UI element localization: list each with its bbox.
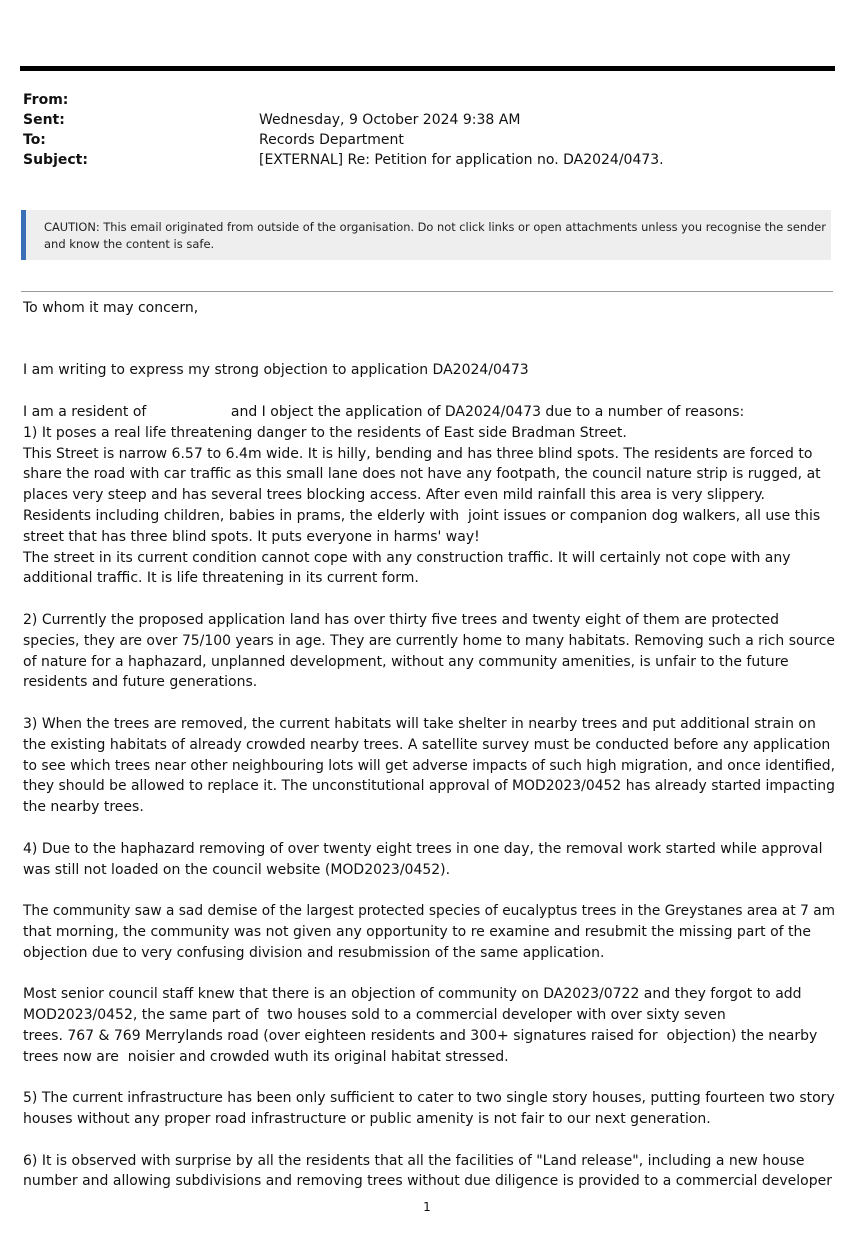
- body-line: of nature for a haphazard, unplanned development, without any community amenities, is unfair to the future: [23, 653, 789, 670]
- body-line: 2) Currently the proposed application land has over thirty five trees and twenty eight of them are protected: [23, 611, 780, 628]
- body-line: Most senior council staff knew that there is an objection of community on DA2023/0722 and they forgot to add: [23, 986, 802, 1003]
- caution-banner: [21, 210, 831, 260]
- body-line: to see which trees near other neighbouring lots will get adverse impacts of such high migration, and once identified,: [23, 757, 835, 774]
- body-line: number and allowing subdivisions and removing trees without due diligence is provided to a commercial developer: [23, 1173, 832, 1190]
- body-line: Residents including children, babies in prams, the elderly with joint issues or companion dog walkers, all use this: [23, 507, 821, 524]
- body-line: 1) It poses a real life threatening danger to the residents of East side Bradman Street.: [23, 424, 627, 441]
- paragraph-reason-2: [23, 610, 835, 693]
- header-top-rule: [20, 66, 835, 71]
- body-line: residents and future generations.: [23, 674, 258, 691]
- body-line: 6) It is observed with surprise by all the residents that all the facilities of "Land release", including a new house: [23, 1152, 805, 1169]
- header-separator: [21, 291, 833, 292]
- body-line: 3) When the trees are removed, the current habitats will take shelter in nearby trees and put additional strain on: [23, 715, 816, 732]
- body-line: street that has three blind spots. It puts everyone in harms' way!: [23, 528, 480, 545]
- body-line: 5) The current infrastructure has been only sufficient to cater to two single story houses, putting fourteen two story: [23, 1090, 835, 1107]
- paragraph-council-staff: [23, 984, 835, 1067]
- page-number: 1: [423, 1200, 431, 1214]
- intro-line: I am writing to express my strong objection to application DA2024/0473: [23, 362, 529, 379]
- email-body: [23, 298, 835, 1192]
- paragraph-reason-3: [23, 714, 835, 818]
- paragraph-reason-6: [23, 1151, 835, 1193]
- body-line: the nearby trees.: [23, 799, 144, 816]
- body-line: The street in its current condition cannot cope with any construction traffic. It will certainly not cope with any: [23, 549, 791, 566]
- body-line: was still not loaded on the council website (MOD2023/0452).: [23, 861, 451, 878]
- body-line: houses without any proper road infrastructure or public amenity is not fair to our next generation.: [23, 1111, 711, 1128]
- from-label: From:: [23, 92, 69, 108]
- caution-line-2: and know the content is safe.: [44, 237, 215, 251]
- to-value: Records Department: [259, 132, 404, 148]
- body-line: MOD2023/0452, the same part of two houses sold to a commercial developer with over sixty seven: [23, 1007, 726, 1024]
- body-line: I am a resident of and I object the application of DA2024/0473 due to a number of reasons:: [23, 403, 745, 420]
- paragraph-community: [23, 901, 835, 963]
- greeting: To whom it may concern,: [23, 300, 199, 316]
- body-line: 4) Due to the haphazard removing of over twenty eight trees in one day, the removal work started while approval: [23, 840, 823, 857]
- body-line: additional traffic. It is life threatening in its current form.: [23, 570, 419, 587]
- body-line: they should be allowed to replace it. The unconstitutional approval of MOD2023/0452 has already started impacting: [23, 778, 835, 795]
- subject-label: Subject:: [23, 152, 88, 168]
- body-line: share the road with car traffic as this small lane does not have any footpath, the council nature strip is rugged, at: [23, 466, 821, 483]
- caution-line-1: CAUTION: This email originated from outside of the organisation. Do not click links or open attachments unless you recognise the sender: [44, 220, 826, 234]
- body-line: objection due to very confusing division and resubmission of the same application.: [23, 944, 605, 961]
- sent-label: Sent:: [23, 112, 65, 128]
- body-line: This Street is narrow 6.57 to 6.4m wide. It is hilly, bending and has three blind spots. The residents are forced to: [23, 445, 813, 462]
- body-line: that morning, the community was not given any opportunity to re examine and resubmit the missing part of the: [23, 923, 811, 940]
- body-line: The community saw a sad demise of the largest protected species of eucalyptus trees in the Greystanes area at 7 am: [23, 903, 835, 920]
- sent-value: Wednesday, 9 October 2024 9:38 AM: [259, 112, 521, 128]
- body-line: trees now are noisier and crowded wuth its original habitat stressed.: [23, 1048, 509, 1065]
- body-line: species, they are over 75/100 years in age. They are currently home to many habitats. Removing such a rich source: [23, 632, 835, 649]
- to-label: To:: [23, 132, 46, 148]
- paragraph-reason-4: [23, 839, 835, 881]
- paragraph-reason-1: [23, 402, 835, 589]
- subject-value: [EXTERNAL] Re: Petition for application no. DA2024/0473.: [259, 152, 664, 168]
- body-line: the existing habitats of already crowded nearby trees. A satellite survey must be conducted before any application: [23, 736, 831, 753]
- body-line: places very steep and has several trees blocking access. After even mild rainfall this area is very slippery.: [23, 487, 765, 504]
- paragraph-reason-5: [23, 1088, 835, 1130]
- body-line: trees. 767 & 769 Merrylands road (over eighteen residents and 300+ signatures raised for objection) the nearby: [23, 1027, 818, 1044]
